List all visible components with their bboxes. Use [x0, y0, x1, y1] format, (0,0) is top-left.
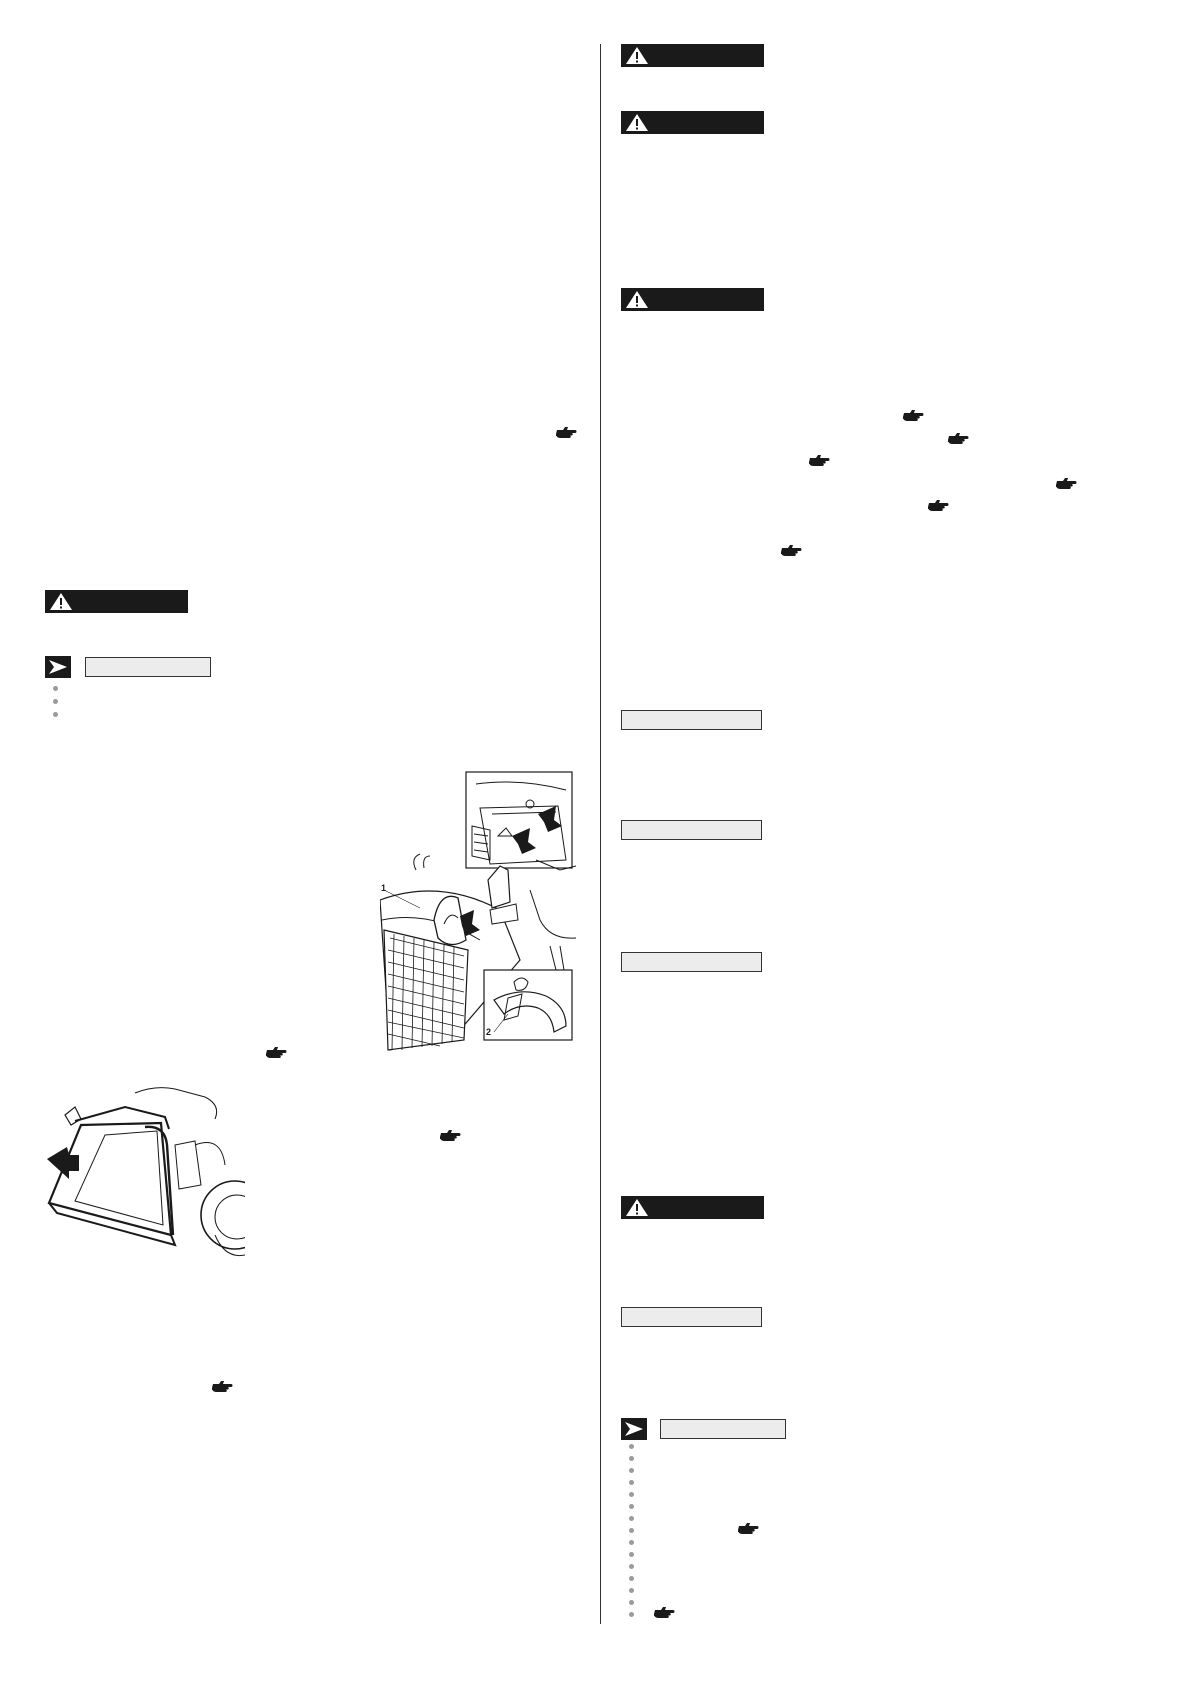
note-label-box [660, 1419, 786, 1439]
warning-label [621, 1196, 764, 1219]
bullet-dot-icon [629, 1492, 634, 1497]
bullet-dot-icon [53, 712, 58, 717]
note-arrow-icon [48, 659, 68, 675]
pointing-hand-icon [928, 499, 950, 511]
warning-triangle-icon [625, 46, 649, 65]
warning-label [621, 288, 764, 311]
bullet-dot-icon [629, 1456, 634, 1461]
bullet-dot-icon [629, 1528, 634, 1533]
warning-triangle-icon [49, 592, 73, 611]
pointing-hand-icon [212, 1380, 234, 1392]
warning-triangle-icon [625, 1198, 649, 1217]
section-label-box [621, 952, 762, 972]
figure-callout-1: 1 [381, 883, 387, 893]
warning-triangle-icon [625, 290, 649, 309]
bullet-dot-icon [53, 686, 58, 691]
section-label-box [621, 1307, 762, 1327]
bullet-dot-icon [629, 1516, 634, 1521]
pointing-hand-icon [948, 432, 970, 444]
pointing-hand-icon [654, 1606, 676, 1618]
note-label-box [85, 657, 211, 677]
warning-label [45, 590, 188, 613]
bullet-dot-icon [629, 1588, 634, 1593]
section-label-box [621, 710, 762, 730]
pointing-hand-icon [1056, 477, 1078, 489]
column-divider [600, 44, 601, 1624]
pointing-hand-icon [266, 1046, 288, 1058]
note-marker [621, 1418, 647, 1440]
bullet-dot-icon [629, 1504, 634, 1509]
section-label-box [621, 820, 762, 840]
bullet-dot-icon [629, 1480, 634, 1485]
bullet-dot-icon [629, 1564, 634, 1569]
bullet-dot-icon [629, 1552, 634, 1557]
pointing-hand-icon [556, 426, 578, 438]
bullet-dot-icon [629, 1468, 634, 1473]
warning-label [621, 111, 764, 134]
pointing-hand-icon [809, 454, 831, 466]
note-arrow-icon [624, 1421, 644, 1437]
figure-callout-2: 2 [486, 1027, 492, 1037]
bullet-dot-icon [53, 699, 58, 704]
pointing-hand-icon [781, 544, 803, 556]
bullet-dot-icon [629, 1540, 634, 1545]
warning-label [621, 44, 764, 67]
bullet-dot-icon [629, 1444, 634, 1449]
bullet-dot-icon [629, 1612, 634, 1617]
note-marker [45, 656, 71, 678]
grass-catcher-empty-figure [45, 1085, 245, 1260]
warning-triangle-icon [625, 113, 649, 132]
grass-catcher-attach-figure [380, 770, 580, 1055]
bullet-dot-icon [629, 1600, 634, 1605]
pointing-hand-icon [440, 1129, 462, 1141]
pointing-hand-icon [903, 409, 925, 421]
pointing-hand-icon [738, 1522, 760, 1534]
bullet-dot-icon [629, 1576, 634, 1581]
